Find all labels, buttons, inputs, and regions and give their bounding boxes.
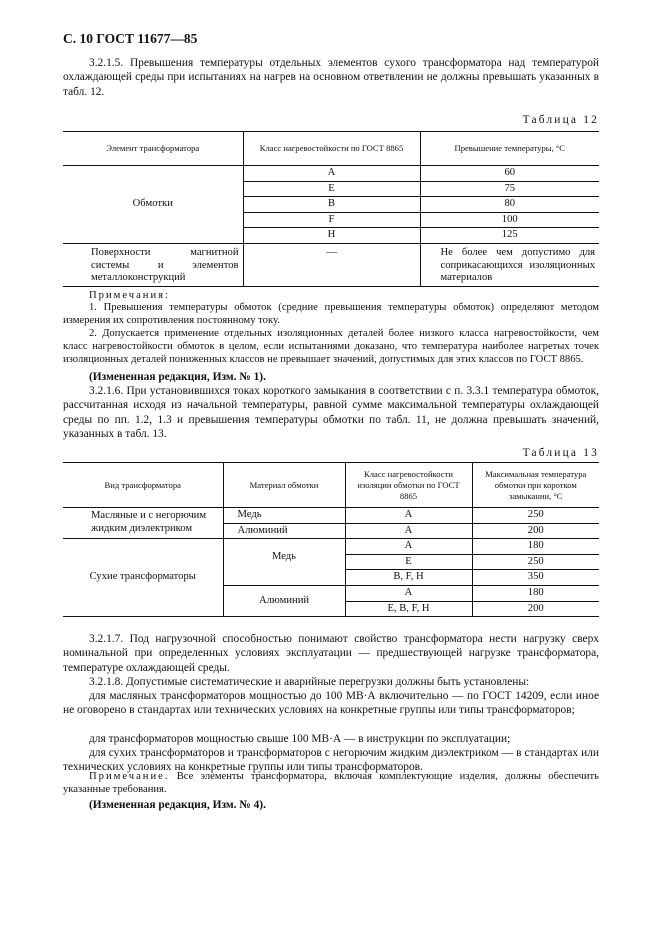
t12-class-cell: F	[243, 212, 420, 228]
t13-copper-label: Медь	[223, 539, 345, 586]
paragraph-3-2-1-8: 3.2.1.8. Допустимые систематические и аварийные перегрузки должны быть установлены:	[89, 676, 530, 688]
t13-class-cell: А	[345, 539, 472, 555]
t13-value-cell: 200	[472, 601, 599, 617]
t13-value-cell: 180	[472, 539, 599, 555]
page-header: С. 10 ГОСТ 11677—85	[63, 31, 198, 46]
t12-value-cell: 100	[420, 212, 599, 228]
t13-class-cell: Е, В, F, Н	[345, 601, 472, 617]
t13-header-material: Материал обмотки	[223, 463, 345, 508]
t13-value-cell: 180	[472, 585, 599, 601]
t13-header-class: Класс нагревостойкости изоляции обмотки по ГОСТ 8865	[345, 463, 472, 508]
t12-header-element: Элемент трансформатора	[106, 143, 200, 153]
paragraph-3-2-1-6: 3.2.1.6. При установившихся токах короткого замыкания в соответствии с п. 3.3.1 температура обмоток, рассчитанная исходя из начальной температуры, равной сумме максимальной температуры охлаждающей среды по пп. 1.2, 1.3 и превышения температуры обмотки по табл. 11, не должна превышать значений, указанных в табл. 13.	[63, 385, 599, 441]
table-12-caption: Таблица 12	[522, 114, 599, 126]
revision-note-4: (Измененная редакция, Изм. № 4).	[89, 799, 266, 811]
t13-header-max-temp: Максимальная температура обмотки при коротком замыкании, °С	[472, 463, 599, 508]
t13-class-cell: А	[345, 523, 472, 539]
revision-note-1: (Измененная редакция, Изм. № 1).	[89, 371, 266, 383]
t12-header-class: Класс нагревостойкости по ГОСТ 8865	[243, 132, 420, 166]
final-note-text: Все элементы трансформатора, включая комплектующие изделия, должны обеспечить указанные требования.	[63, 771, 599, 795]
t13-value-cell: 250	[472, 554, 599, 570]
final-note	[63, 770, 599, 796]
paragraph-3-2-1-8-b: для трансформаторов мощностью свыше 100 МВ·А — в инструкции по эксплуатации;	[89, 733, 511, 745]
paragraph-3-2-1-5: 3.2.1.5. Превышения температуры отдельных элементов сухого трансформатора над температурой охлаждающей среды при испытаниях на нагрев на основном ответвлении не должны превышать указанных в табл. 12.	[63, 57, 599, 98]
t13-class-cell: А	[345, 585, 472, 601]
t13-oil-type: Масляные и с негорючим жидким диэлектриком	[63, 508, 223, 539]
table-13	[63, 462, 599, 617]
paragraph-3-2-1-8-a: для масляных трансформаторов мощностью до 100 МВ·А включительно — по ГОСТ 14209, если иное не оговорено в стандартах или технических условиях на конкретные группы или типы трансформаторов;	[63, 690, 599, 717]
t12-surface-value: Не более чем допустимо для соприкасающихся изоляционных материалов	[420, 243, 599, 286]
t13-class-cell: А	[345, 508, 472, 524]
t12-class-cell: Н	[243, 228, 420, 244]
t12-value-cell: 60	[420, 166, 599, 182]
t12-class-cell: А	[243, 166, 420, 182]
t12-value-cell: 75	[420, 181, 599, 197]
t12-surface-element: Поверхности магнитной системы и элементов металлоконструкций	[91, 246, 239, 284]
t13-header-type: Вид трансформатора	[104, 479, 181, 490]
paragraph-3-2-1-7: 3.2.1.7. Под нагрузочной способностью понимают свойство трансформатора нести нагрузку сверх номинальной при определенных условиях эксплуатации — предшествующей нагрузке трансформатора, температуре охлаждающей среды.	[63, 633, 599, 674]
t13-value-cell: 200	[472, 523, 599, 539]
t13-value-cell: 350	[472, 570, 599, 586]
t13-class-cell: В, F, Н	[345, 570, 472, 586]
final-note-label: Примечание.	[89, 771, 170, 782]
t13-material-cell: Медь	[223, 508, 345, 524]
t13-dry-type: Сухие трансформаторы	[63, 539, 223, 617]
t12-class-cell: В	[243, 197, 420, 213]
t12-value-cell: 80	[420, 197, 599, 213]
t13-value-cell: 250	[472, 508, 599, 524]
t13-aluminium-label: Алюминий	[223, 585, 345, 616]
t12-windings-label: Обмотки	[63, 166, 243, 244]
t13-class-cell: Е	[345, 554, 472, 570]
t12-class-cell: Е	[243, 181, 420, 197]
t12-surface-class: —	[243, 243, 420, 286]
paragraph-3-2-1-8-c: для сухих трансформаторов и трансформаторов с негорючим жидким диэлектриком — в стандартах или технических условиях на конкретные группы или типы трансформаторов.	[63, 747, 599, 774]
table-12	[63, 131, 599, 287]
t12-value-cell: 125	[420, 228, 599, 244]
t12-header-rise: Превышение температуры, °С	[420, 132, 599, 166]
note-12-2: 2. Допускается применение отдельных изоляционных деталей более низкого класса нагревостойкости, чем класс нагревостойкости обмоток в целом, если испытаниями доказано, что температура наиболее нагретых точек изоляционных деталей пониженных классов не превышает значений, допустимых для этих классов по ГОСТ 8865.	[63, 328, 599, 365]
table-13-caption: Таблица 13	[522, 447, 599, 459]
note-12-1: 1. Превышения температуры обмоток (средние превышения температуры обмоток) определяют методом измерения их сопротивления постоянному току.	[63, 302, 599, 326]
t13-material-cell: Алюминий	[223, 523, 345, 539]
notes-12-title: Примечания:	[89, 290, 170, 301]
